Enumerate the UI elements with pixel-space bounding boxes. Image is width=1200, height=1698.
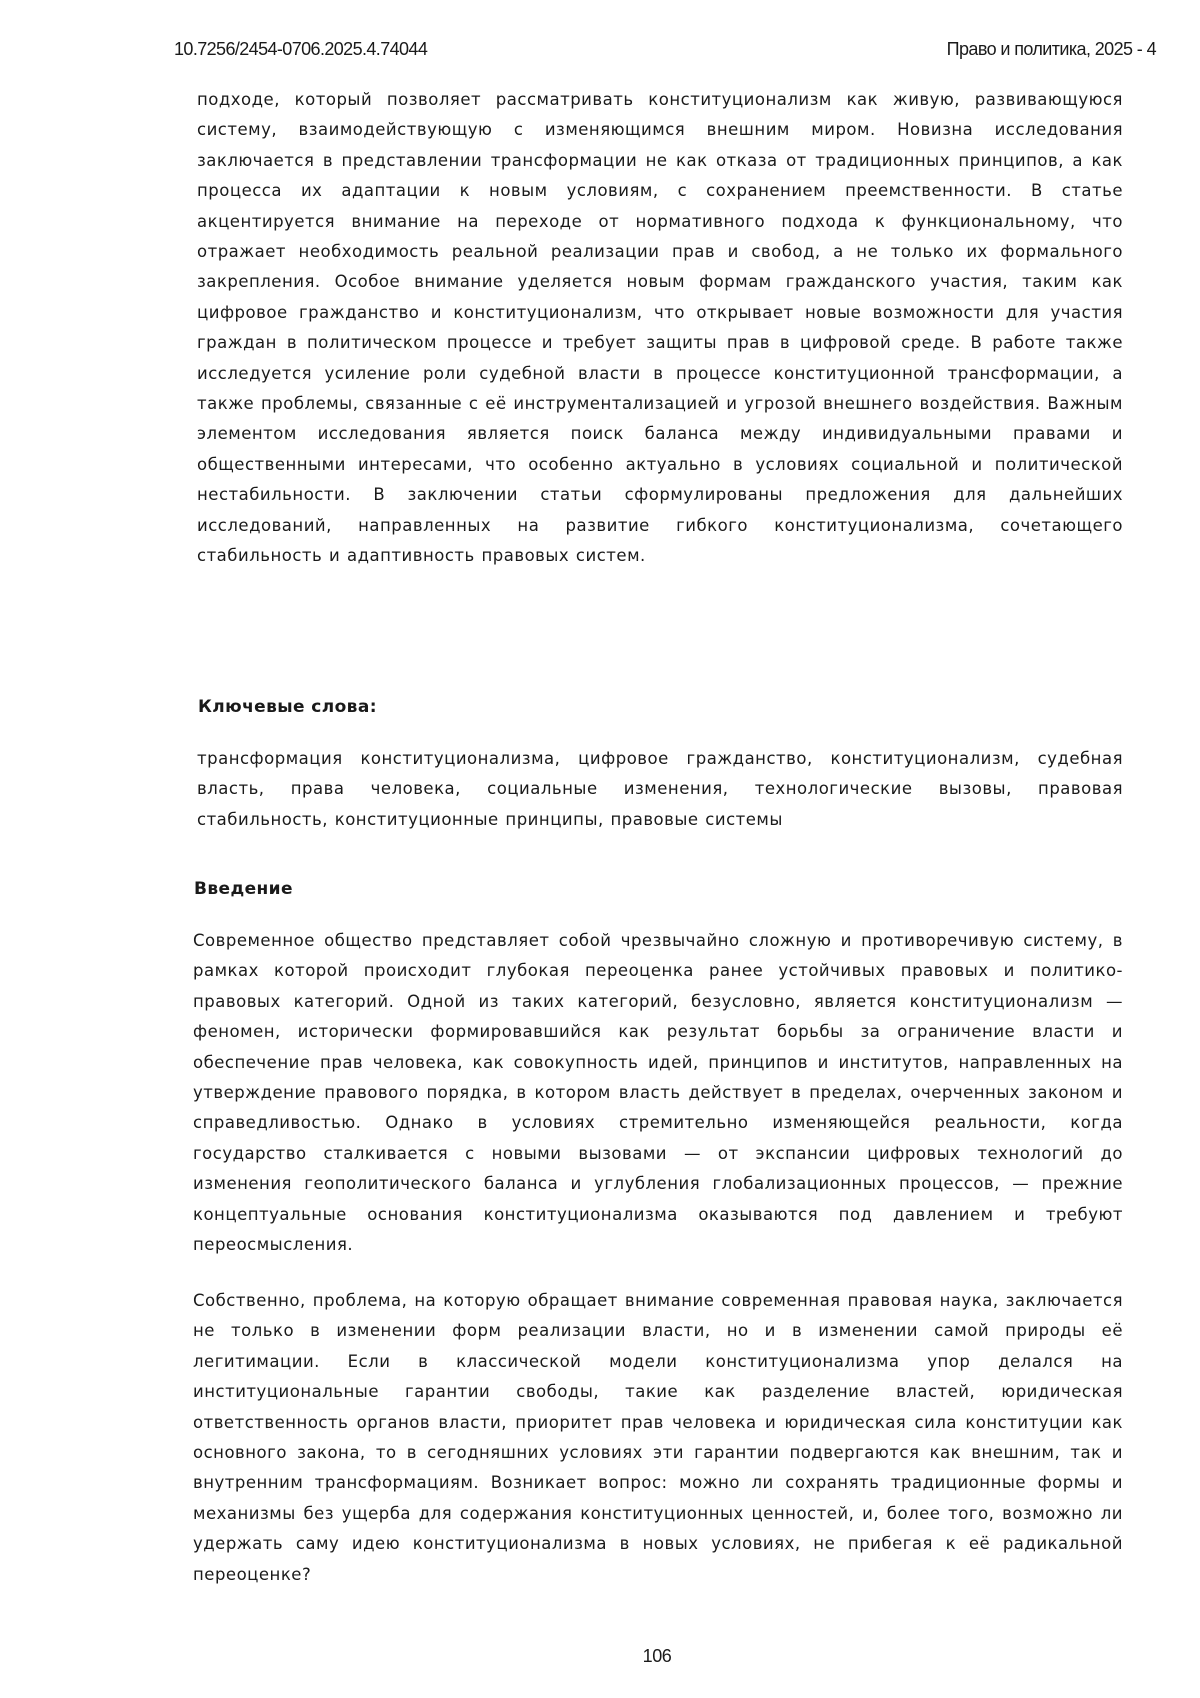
page-number: 106 xyxy=(0,1646,1200,1667)
introduction-paragraph: Собственно, проблема, на которую обращает внимание современная правовая наука, заключается не только в изменении форм реализации власти, но и в изменении самой природы её легитимации. Если в классической модели конституционализма упор делался на институциональные гарантии свободы, такие как разделение властей, юридическая ответственность органов власти, приоритет прав человека и юридическая сила конституции как основного закона, то в сегодняшних условиях эти гарантии подвергаются как внешним, так и внутренним трансформациям. Возникает вопрос: можно ли сохранять традиционные формы и механизмы без ущерба для содержания конституционных ценностей, и, более того, возможно ли удержать саму идею конституционализма в новых условиях, не прибегая к её радикальной переоценке? xyxy=(193,1286,1123,1590)
journal-issue: Право и политика, 2025 - 4 xyxy=(947,39,1156,60)
running-header xyxy=(174,36,1156,62)
abstract-continuation: подходе, который позволяет рассматривать конституционализм как живую, развивающуюся систему, взаимодействующую с изменяющимся внешним миром. Новизна исследования заключается в представлении трансформации не как отказа от традиционных принципов, а как процесса их адаптации к новым условиям, с сохранением преемственности. В статье акцентируется внимание на переходе от нормативного подхода к функциональному, что отражает необходимость реальной реализации прав и свобод, а не только их формального закрепления. Особое внимание уделяется новым формам гражданского участия, таким как цифровое гражданство и конституционализм, что открывает новые возможности для участия граждан в политическом процессе и требует защиты прав в цифровой среде. В работе также исследуется усиление роли судебной власти в процессе конституционной трансформации, а также проблемы, связанные с её инструментализацией и угрозой внешнего воздействия. Важным элементом исследования является поиск баланса между индивидуальными правами и общественными интересами, что особенно актуально в условиях социальной и политической нестабильности. В заключении статьи сформулированы предложения для дальнейших исследований, направленных на развитие гибкого конституционализма, сочетающего стабильность и адаптивность правовых систем. xyxy=(197,85,1123,572)
keywords-list: трансформация конституционализма, цифровое гражданство, конституционализм, судебная власть, права человека, социальные изменения, технологические вызовы, правовая стабильность, конституционные принципы, правовые системы xyxy=(197,744,1123,835)
introduction-paragraph: Современное общество представляет собой чрезвычайно сложную и противоречивую систему, в рамках которой происходит глубокая переоценка ранее устойчивых правовых и политико-правовых категорий. Одной из таких категорий, безусловно, является конституционализм — феномен, исторически формировавшийся как результат борьбы за ограничение власти и обеспечение прав человека, как совокупность идей, принципов и институтов, направленных на утверждение правового порядка, в котором власть действует в пределах, очерченных законом и справедливостью. Однако в условиях стремительно изменяющейся реальности, когда государство сталкивается с новыми вызовами — от экспансии цифровых технологий до изменения геополитического баланса и углубления глобализационных процессов, — прежние концептуальные основания конституционализма оказываются под давлением и требуют переосмысления. xyxy=(193,926,1123,1260)
keywords-heading: Ключевые слова: xyxy=(198,697,377,717)
doi-identifier: 10.7256/2454-0706.2025.4.74044 xyxy=(174,39,427,60)
introduction-heading: Введение xyxy=(194,879,293,899)
